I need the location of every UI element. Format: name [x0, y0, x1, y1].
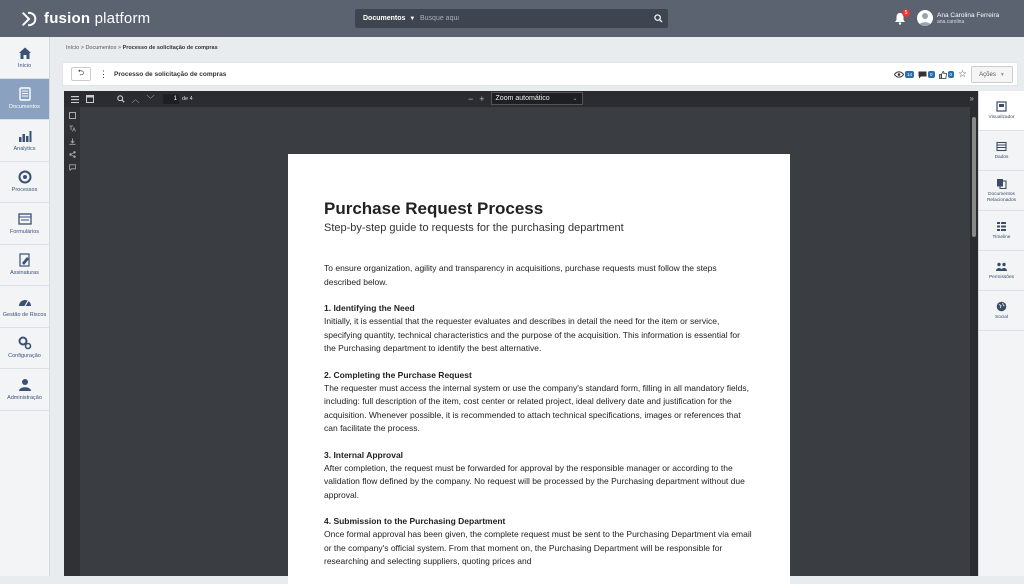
tab-permissoes[interactable]: Permissões — [979, 251, 1024, 291]
document-page — [288, 154, 790, 584]
gears-icon — [18, 336, 32, 350]
next-page-icon[interactable]: ﹀ — [146, 94, 155, 104]
analytics-icon — [18, 129, 32, 143]
user-menu[interactable] — [917, 10, 999, 26]
section-body: Initially, it is essential that the requester evaluates and describes in detail the need for the item or service, specifying quantity, technical characteristics and the purpose of the acquisition. This information is essential for the Purchasing department to identify the best alternative. — [324, 316, 740, 353]
download-icon[interactable] — [69, 138, 76, 145]
caret-down-icon: ▼ — [409, 15, 416, 22]
viewer-icon — [996, 101, 1007, 112]
section-body: The requester must access the internal system or use the company's standard form, filling in all mandatory fields, including: full description of the item, cost center or related project, ideal delivery date and justification for the acquisition. Whenever possible, it is recommended to attach technical specifications, images or references that can facilitate the process. — [324, 382, 749, 433]
zoom-controls — [468, 92, 583, 105]
section-body: After completion, the request must be forwarded for approval by the responsible manager or according to the validation flow defined by the company. No request will be processed by the Purchasing department without due approval. — [324, 462, 745, 500]
hamburger-menu-icon[interactable] — [70, 95, 79, 104]
user-icon — [18, 378, 32, 392]
page-number-input[interactable]: 1 — [163, 94, 179, 104]
gauge-icon — [18, 295, 32, 309]
breadcrumb: Início > Documentos > Processo de solicitação de compras — [66, 45, 218, 51]
sidebar-item-assinaturas[interactable]: Assinaturas — [0, 245, 49, 287]
process-icon — [18, 170, 32, 184]
permissions-icon — [996, 261, 1007, 272]
zoom-in-icon[interactable]: + — [479, 93, 485, 104]
signature-icon — [18, 253, 32, 267]
timeline-icon — [996, 221, 1007, 232]
more-options-icon[interactable]: ⋮ — [99, 69, 108, 79]
search-input[interactable] — [420, 15, 648, 22]
tools-toggle-icon[interactable]: » — [969, 94, 974, 103]
thumbs-up-icon — [939, 71, 947, 79]
section-heading: 3. Internal Approval — [324, 449, 404, 460]
views-stat[interactable] — [894, 71, 914, 78]
document-subtitle: Step-by-step guide to requests for the purchasing department — [324, 222, 624, 234]
sidebar-item-administracao[interactable]: Administração — [0, 369, 49, 411]
viewer-scrollbar[interactable] — [970, 107, 978, 576]
fusion-logo-icon — [20, 10, 38, 28]
zoom-select[interactable]: Zoom automático ⌄ — [491, 92, 583, 105]
tab-documentos-relacionados[interactable]: Documentos Relacionados — [979, 171, 1024, 211]
zoom-out-icon[interactable]: − — [468, 93, 474, 104]
form-icon — [18, 212, 32, 226]
chevron-down-icon: ⌄ — [572, 96, 578, 102]
data-icon — [996, 141, 1007, 152]
comment-icon — [918, 71, 927, 79]
previous-page-icon[interactable]: ︿ — [131, 94, 140, 104]
search-icon — [654, 14, 663, 23]
related-docs-icon — [996, 178, 1007, 189]
tab-social[interactable]: Social — [979, 291, 1024, 331]
document-icon — [18, 87, 32, 101]
likes-stat[interactable] — [939, 71, 955, 79]
comments-count: 0 — [930, 72, 933, 77]
breadcrumb-home[interactable]: Início — [66, 45, 80, 51]
document-title: Purchase Request Process — [324, 199, 544, 218]
notifications-button[interactable] — [894, 12, 908, 26]
brand-name: fusion platform — [44, 10, 151, 27]
star-icon[interactable]: ☆ — [958, 69, 967, 80]
find-icon[interactable] — [116, 95, 125, 104]
actions-dropdown[interactable]: Ações ▼ — [971, 66, 1013, 83]
user-login: ana.carolina — [937, 18, 965, 25]
sidebar-item-inicio[interactable]: Início — [0, 37, 49, 79]
document-header — [62, 62, 1018, 86]
home-icon — [18, 46, 32, 60]
section-heading: 4. Submission to the Purchasing Department — [324, 516, 506, 526]
translate-icon[interactable] — [69, 125, 76, 132]
brand-logo[interactable] — [20, 10, 150, 28]
sidebar-item-documentos[interactable]: Documentos — [0, 79, 49, 121]
sidebar-item-analytics[interactable]: Analytics — [0, 120, 49, 162]
page-title: Processo de solicitação de compras — [114, 70, 227, 78]
section-body: Once formal approval has been given, the complete request must be sent to the Purchasing Department via email or the company's official system. From that moment on, the Purchasing Department will be responsible for researching and selecting suppliers, quoting prices and — [324, 529, 752, 566]
global-search — [355, 9, 668, 28]
viewer-toolbar — [64, 91, 978, 107]
sidebar-item-processos[interactable]: Processos — [0, 162, 49, 204]
views-count: 14 — [906, 72, 912, 77]
comments-stat[interactable] — [918, 71, 935, 79]
breadcrumb-documentos[interactable]: Documentos — [85, 45, 117, 51]
comment-bubble-icon[interactable] — [69, 164, 76, 171]
back-button[interactable] — [71, 67, 91, 81]
social-icon — [996, 301, 1007, 312]
eye-icon — [894, 71, 904, 78]
top-bar — [0, 0, 1024, 37]
notification-count-badge: 5 — [902, 9, 910, 17]
tab-visualizador[interactable]: Visualizador — [979, 91, 1024, 131]
sidebar-item-gestao-de-riscos[interactable]: Gestão de Riscos — [0, 286, 49, 328]
tab-timeline[interactable]: Timeline — [979, 211, 1024, 251]
page-count-label: de 4 — [182, 96, 193, 102]
avatar — [917, 10, 933, 26]
user-name: Ana Carolina Ferreira — [937, 11, 1000, 19]
document-stats — [894, 69, 967, 80]
likes-count: 0 — [949, 72, 953, 77]
main-sidebar — [0, 37, 50, 576]
tab-dados[interactable]: Dados — [979, 131, 1024, 171]
back-arrow-icon: ⮌ — [77, 68, 85, 77]
section-heading: 1. Identifying the Need — [324, 303, 415, 313]
caret-down-icon: ▼ — [999, 71, 1005, 78]
pdf-viewer — [64, 91, 978, 576]
thumbnails-icon[interactable] — [69, 112, 76, 119]
viewer-side-tools — [64, 107, 80, 576]
breadcrumb-current: Processo de solicitação de compras — [122, 45, 218, 51]
document-side-panel — [978, 91, 1024, 576]
search-button[interactable] — [648, 9, 668, 28]
scroll-thumb[interactable] — [972, 117, 976, 237]
sidebar-item-formularios[interactable]: Formulários — [0, 203, 49, 245]
sidebar-item-configuracao[interactable]: Configuração — [0, 328, 49, 370]
document-intro: To ensure organization, agility and transparency in acquisitions, purchase requests must follow the steps described below. — [324, 263, 717, 287]
search-scope-dropdown[interactable]: Documentos ▼ — [363, 15, 416, 22]
share-icon[interactable] — [69, 151, 76, 158]
section-heading: 2. Completing the Purchase Request — [324, 369, 472, 380]
sidebar-toggle-icon[interactable] — [85, 95, 94, 104]
